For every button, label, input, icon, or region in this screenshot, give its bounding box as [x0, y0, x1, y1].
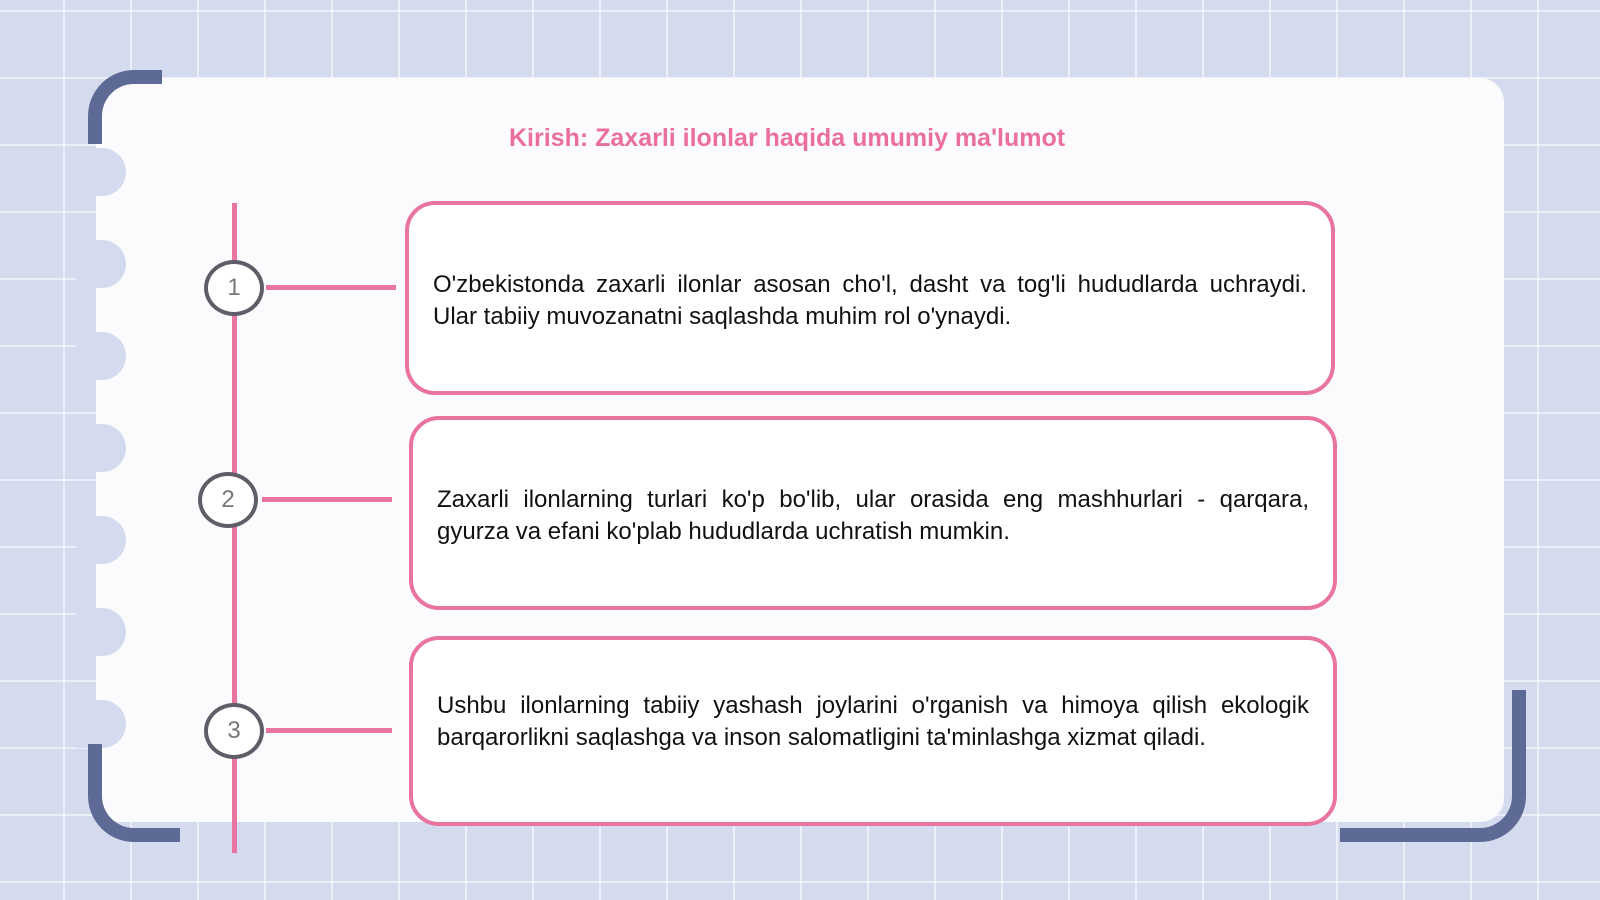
frame-corner-bottom-right — [1340, 690, 1526, 842]
step-card-3 — [409, 636, 1337, 826]
notebook-binding-notch — [76, 240, 126, 288]
step-card-2 — [409, 416, 1337, 610]
notebook-binding-notch — [76, 332, 126, 380]
notebook-binding-notch — [76, 148, 126, 196]
frame-corner-bottom-left — [88, 744, 180, 842]
timeline-connector-2 — [262, 497, 392, 502]
timeline-connector-1 — [266, 285, 396, 290]
step-text-1: O'zbekistonda zaxarli ilonlar asosan cho'l, dasht va tog'li hududlarda uchraydi. Ular tabiiy muvozanatni saqlashda muhim rol o'ynaydi. — [433, 271, 1307, 330]
step-text-3: Ushbu ilonlarning tabiiy yashash joylarini o'rganish va himoya qilish ekologik barqarorlikni saqlashga va inson salomatligini ta'minlashga xizmat qiladi. — [437, 692, 1309, 751]
frame-corner-top-left — [88, 70, 162, 144]
step-text-2: Zaxarli ilonlarning turlari ko'p bo'lib, ular orasida eng mashhurlari - qarqara, gyurza va efani ko'plab hududlarda uchratish mumkin. — [437, 486, 1309, 545]
timeline-connector-3 — [266, 728, 392, 733]
step-marker-1: 1 — [204, 260, 264, 316]
notebook-binding-notch — [76, 608, 126, 656]
slide-title: Kirish: Zaxarli ilonlar haqida umumiy ma'lumot — [509, 124, 1066, 152]
step-marker-3: 3 — [204, 703, 264, 759]
step-card-1 — [405, 201, 1335, 395]
notebook-binding-notch — [76, 516, 126, 564]
notebook-binding-notch — [76, 424, 126, 472]
step-marker-2: 2 — [198, 472, 258, 528]
notebook-binding-notch — [76, 700, 126, 748]
